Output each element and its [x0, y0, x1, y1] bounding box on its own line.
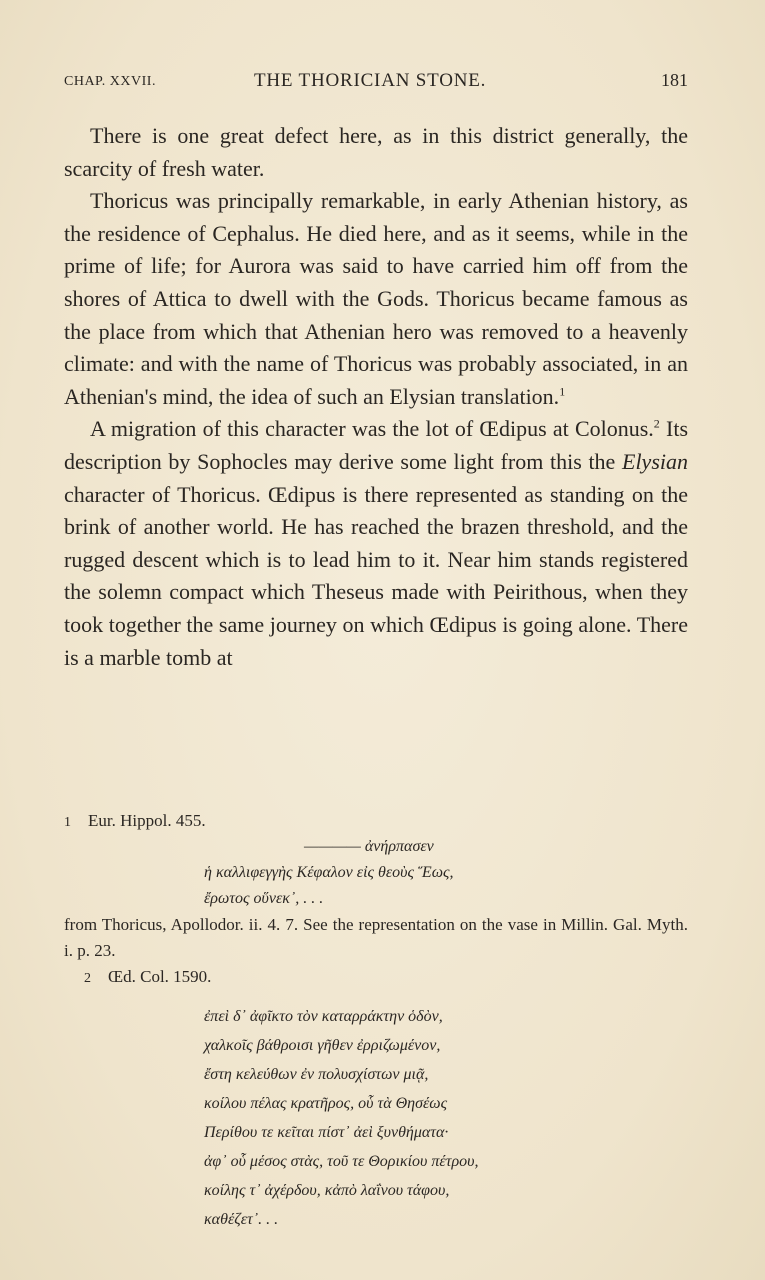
paragraph-3-text-b: Its description by Sophocles may derive some light from this the [64, 416, 689, 474]
paragraph-3-text-a: A migration of this character was the lot of Œdipus at Colonus. [90, 416, 654, 442]
paragraph-3-text-c: character of Thoricus. Œdipus is there represented as standing on the brink of another world. He has reached the brazen threshold, and the rugged descent which is to lead him to it. Near him stands registered the solemn compact which Theseus made with Peirithous, when they took together the same journey on which Œdipus is going alone. There is a marble tomb at [64, 481, 688, 670]
paragraph-2 [64, 185, 688, 413]
footnote-1-greek-line: ἔρωτος οὕνεκ᾽, . . . [204, 890, 324, 907]
footnote-2-source: Œd. Col. 1590. [108, 967, 212, 986]
paragraph-3-italic: Elysian [622, 448, 688, 474]
running-title: THE THORICIAN STONE. [254, 70, 487, 91]
running-header [64, 70, 688, 94]
footnote-2-greek-line: ἔστη κελεύθων ἐν πολυσχίστων μιᾷ, [204, 1066, 429, 1083]
footnote-2-greek-line: ἀφ᾽ οὗ μέσος στὰς, τοῦ τε Θορικίου πέτρου, [204, 1153, 479, 1170]
footnote-1-source: Eur. Hippol. 455. [88, 811, 206, 830]
page-number: 181 [661, 70, 688, 90]
footnotes [64, 808, 688, 1234]
paragraph-3 [64, 413, 688, 674]
footnote-1-continuation: from Thoricus, Apollodor. ii. 4. 7. See the representation on the vase in Millin. Gal. Myth. i. p. 23. [64, 915, 688, 960]
footnote-1-ref-line [64, 808, 688, 834]
footnote-2-greek-line: χαλκοῖς βάθροισι γῆθεν ἐρριζωμένον, [204, 1037, 441, 1054]
footnote-2-greek-line: κοίλης τ᾽ ἀχέρδου, κἀπὸ λαΐνου τάφου, [204, 1182, 450, 1199]
footnote-1-greek-line: ———— ἀνήρπασεν [304, 838, 434, 855]
footnote-ref-2[interactable]: 2 [653, 417, 660, 432]
footnote-2-greek-line: Περίθου τε κεῖται πίστ᾽ ἀεὶ ξυνθήματα· [204, 1124, 449, 1141]
footnote-ref-1[interactable]: 1 [559, 384, 566, 399]
footnote-2-number: 2 [84, 971, 91, 986]
footnote-1-number: 1 [64, 815, 71, 830]
footnote-2-greek-line: κοίλου πέλας κρατῆρος, οὗ τὰ Θησέως [204, 1095, 448, 1112]
footnote-2-greek-line: ἐπεὶ δ᾽ ἀφῖκτο τὸν καταρράκτην ὁδὸν, [204, 1008, 443, 1025]
paragraph-2-text: Thoricus was principally remarkable, in early Athenian history, as the residence of Cephalus. He died here, and as it seems, while in the prime of life; for Aurora was said to have carried him off from the shores of Attica to dwell with the Gods. Thoricus became famous as the place from which that Athenian hero was removed to a heavenly climate: and with the name of Thoricus was probably associated, in an Athenian's mind, the idea of such an Elysian translation. [64, 188, 688, 409]
chapter-label: CHAP. XXVII. [64, 74, 156, 89]
paragraph-1-text: There is one great defect here, as in this district generally, the scarcity of fresh water. [64, 123, 688, 181]
main-text [64, 120, 688, 674]
footnote-2-ref-line [64, 964, 688, 990]
footnote-2-greek-line: καθέζετ᾽. . . [204, 1211, 279, 1228]
paragraph-1 [64, 120, 688, 185]
footnote-1-greek-line: ἡ καλλιφεγγὴς Κέφαλον εἰς θεοὺς Ἕως, [204, 864, 454, 881]
